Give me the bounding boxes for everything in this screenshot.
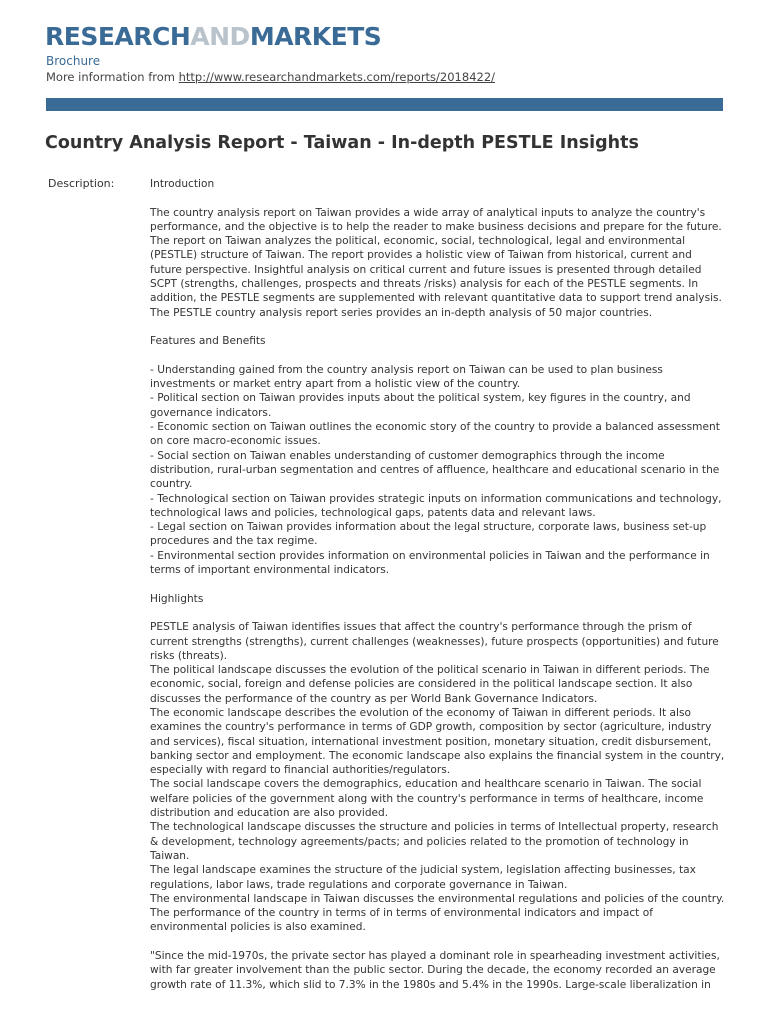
header-divider-bar xyxy=(46,98,723,111)
more-info-line xyxy=(46,69,495,85)
highlights-paragraph: PESTLE analysis of Taiwan identifies issues that affect the country's performance through the prism of current strengths (strengths), current challenges (weaknesses), future prospects (opportunities) and future risks (threats). The political landscape discusses the evolution of the political scenario in Taiwan in different periods. The economic, social, foreign and defense policies are considered in the political landscape section. It also discusses the performance of the country as per World Bank Governance Indicators. The economic landscape describes the evolution of the economy of Taiwan in different periods. It also examines the country's performance in terms of GDP growth, composition by sector (agriculture, industry and services), fiscal situation, international investment position, monetary situation, credit disbursement, banking sector and employment. The economic landscape also explains the financial system in the country, especially with regard to financial authorities/regulators. The social landscape covers the demographics, education and healthcare scenario in Taiwan. The social welfare policies of the government along with the country's performance in terms of healthcare, income distribution and education are also provided. The technological landscape discusses the structure and policies in terms of Intellectual property, research & development, technology agreements/pacts; and policies related to the promotion of technology in Taiwan. The legal landscape examines the structure of the judicial system, legislation affecting businesses, tax regulations, labor laws, trade regulations and corporate governance in Taiwan. The environmental landscape in Taiwan discusses the environmental regulations and policies of the country. The performance of the country in terms of in terms of environmental indicators and impact of environmental policies is also examined. xyxy=(150,621,725,934)
description-label: Description: xyxy=(48,177,115,190)
brochure-label: Brochure xyxy=(46,54,101,68)
company-logo[interactable] xyxy=(45,22,381,52)
description-content xyxy=(150,177,725,1006)
report-url-link[interactable]: http://www.researchandmarkets.com/reports/2018422/ xyxy=(178,70,496,84)
quote-paragraph: "Since the mid-1970s, the private sector has played a dominant role in spearheading investment activities, with far greater involvement than the public sector. During the decade, the economy recorded an average growth rate of 11.3%, which slid to 7.3% in the 1980s and 5.4% in the 1990s. Large-scale liberalization in xyxy=(150,950,720,991)
section-heading-features: Features and Benefits xyxy=(150,335,266,348)
logo-markets: MARKETS xyxy=(249,22,382,51)
page-title: Country Analysis Report - Taiwan - In-depth PESTLE Insights xyxy=(45,133,639,153)
features-list: - Understanding gained from the country analysis report on Taiwan can be used to plan business investments or market entry apart from a holistic view of the country. - Political section on Taiwan provides inputs about the political system, key figures in the country, and governance indicators. - Economic section on Taiwan outlines the economic story of the country to provide a balanced assessment on core macro-economic issues. - Social section on Taiwan enables understanding of customer demographics through the income distribution, rural-urban segmentation and centres of affluence, healthcare and educational scenario in the country. - Technological section on Taiwan provides strategic inputs on information communications and technology, technological laws and policies, technological gaps, patents data and relevant laws. - Legal section on Taiwan provides information about the legal structure, corporate laws, business set-up procedures and the tax regime. - Environmental section provides information on environmental policies in Taiwan and the performance in terms of important environmental indicators. xyxy=(150,363,722,577)
logo-research: RESEARCH xyxy=(45,22,191,51)
introduction-paragraph: The country analysis report on Taiwan provides a wide array of analytical inputs to analyze the country's performance, and the objective is to help the reader to make business decisions and prepare for the future. The report on Taiwan analyzes the political, economic, social, technological, legal and environmental (PESTLE) structure of Taiwan. The report provides a holistic view of Taiwan from historical, current and future perspective. Insightful analysis on critical current and future issues is presented through detailed SCPT (strengths, challenges, prospects and threats /risks) analysis for each of the PESTLE segments. In addition, the PESTLE segments are supplemented with relevant quantitative data to support trend analysis. The PESTLE country analysis report series provides an in-depth analysis of 50 major countries. xyxy=(150,206,722,319)
section-heading-introduction: Introduction xyxy=(150,178,215,190)
more-info-prefix: More information from xyxy=(46,70,179,84)
section-heading-highlights: Highlights xyxy=(150,592,204,605)
logo-and: AND xyxy=(190,22,250,51)
